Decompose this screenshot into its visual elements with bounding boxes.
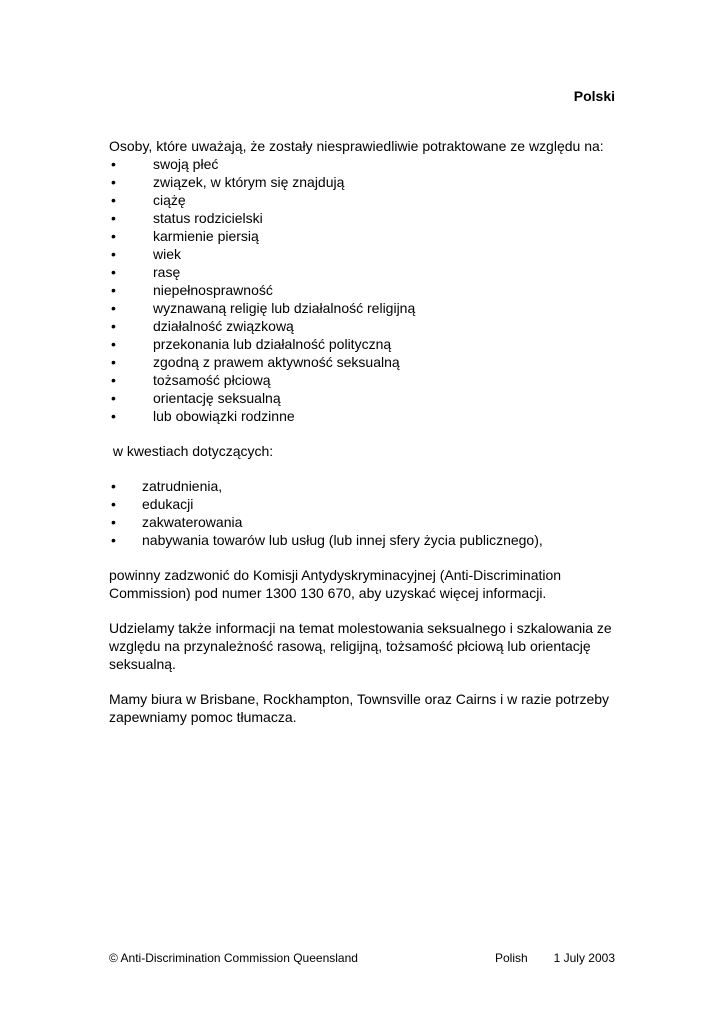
list-item: • edukacji xyxy=(111,496,194,512)
list-item: • orientację seksualną xyxy=(111,390,281,406)
list-item: • działalność związkową xyxy=(111,318,294,334)
bullet-icon: • xyxy=(111,514,116,530)
list-item: • ciążę xyxy=(111,192,186,208)
bullet-icon: • xyxy=(111,532,116,548)
bullet-icon: • xyxy=(111,408,116,424)
bullet-icon: • xyxy=(111,372,116,388)
bullet-icon: • xyxy=(111,210,116,226)
bullet-icon: • xyxy=(111,478,116,494)
bullet-icon: • xyxy=(111,228,116,244)
footer-copyright: © Anti-Discrimination Commission Queensland xyxy=(109,951,358,965)
footer-language: Polish xyxy=(495,951,528,965)
areas-list xyxy=(109,477,619,549)
bullet-icon: • xyxy=(111,264,116,280)
list-item: • rasę xyxy=(111,264,181,280)
footer-date: 1 July 2003 xyxy=(553,951,615,965)
list-item: • status rodzicielski xyxy=(111,210,263,226)
contact-paragraph: powinny zadzwonić do Komisji Antydyskryminacyjnej (Anti-Discrimination Commission) pod numer 1300 130 670, aby uzyskać więcej informacji. xyxy=(109,567,562,601)
grounds-list xyxy=(109,155,619,425)
page-language-label: Polski xyxy=(573,88,615,104)
list-item: • wyznawaną religię lub działalność religijną xyxy=(111,300,416,316)
list-item: • karmienie piersią xyxy=(111,228,259,244)
bullet-icon: • xyxy=(111,336,116,352)
intro-text: Osoby, które uważają, że zostały niesprawiedliwie potraktowane ze względu na: xyxy=(109,138,604,154)
bullet-icon: • xyxy=(111,318,116,334)
list-item: • zatrudnienia, xyxy=(111,478,223,494)
bullet-icon: • xyxy=(111,390,116,406)
list-item: • zakwaterowania xyxy=(111,514,243,530)
bullet-icon: • xyxy=(111,300,116,316)
bullet-icon: • xyxy=(111,192,116,208)
document-body xyxy=(109,137,619,726)
list-item: • lub obowiązki rodzinne xyxy=(111,408,295,424)
bullet-icon: • xyxy=(111,282,116,298)
list-item: • zgodną z prawem aktywność seksualną xyxy=(111,354,400,370)
bullet-icon: • xyxy=(111,354,116,370)
list-item: • nabywania towarów lub usług (lub innej sfery życia publicznego), xyxy=(111,532,543,548)
information-paragraph: Udzielamy także informacji na temat molestowania seksualnego i szkalowania ze względu na przynależność rasową, religijną, tożsamość płciową lub orientację seksualną. xyxy=(109,620,612,672)
bullet-icon: • xyxy=(111,156,116,172)
list-item: • wiek xyxy=(111,246,182,262)
bullet-icon: • xyxy=(111,496,116,512)
list-item: • niepełnosprawność xyxy=(111,282,273,298)
offices-paragraph: Mamy biura w Brisbane, Rockhampton, Townsville oraz Cairns i w razie potrzeby zapewniamy pomoc tłumacza. xyxy=(109,691,610,725)
list-item: • swoją płeć xyxy=(111,156,219,172)
areas-intro: w kwestiach dotyczących: xyxy=(109,443,274,459)
list-item: • związek, w którym się znajdują xyxy=(111,174,345,190)
list-item: • tożsamość płciową xyxy=(111,372,271,388)
bullet-icon: • xyxy=(111,174,116,190)
bullet-icon: • xyxy=(111,246,116,262)
list-item: • przekonania lub działalność polityczną xyxy=(111,336,392,352)
